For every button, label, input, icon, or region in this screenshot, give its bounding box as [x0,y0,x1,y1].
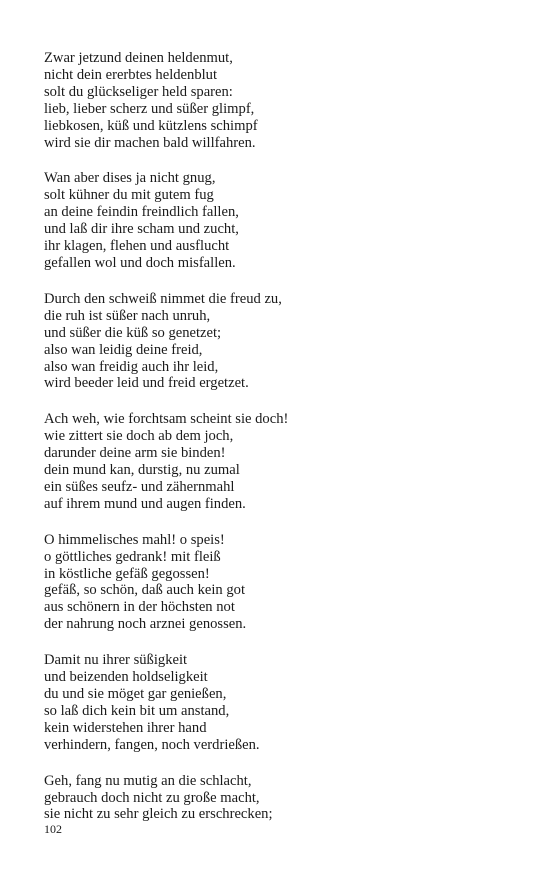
poem-line: die ruh ist süßer nach unruh, [44,307,211,324]
poem-line: Damit nu ihrer süßigkeit [44,652,188,669]
poem-line: solt kühner du mit gutem fug [44,187,214,204]
poem-line: in köstliche gefäß gegossen! [44,565,210,582]
poem-line: Geh, fang nu mutig an die schlacht, [44,772,252,789]
poem-line: an deine feindin freindlich fallen, [44,204,239,221]
page-number: 102 [44,822,62,836]
poem-line: dein mund kan, durstig, nu zumal [44,462,240,479]
poem-line: gebrauch doch nicht zu große macht, [44,789,260,806]
poem-line: liebkosen, küß und kützlens schimpf [44,117,258,134]
poem-line: darunder deine arm sie binden! [44,445,226,462]
poem-line: ein süßes seufz- und zähernmahl [44,478,235,495]
stanza-2 [44,170,514,271]
poem-line: du und sie möget gar genießen, [44,686,227,702]
poem-line: wie zittert sie doch ab dem joch, [44,428,234,445]
stanza-4 [44,411,514,512]
stanza-1 [44,50,514,151]
poem-line: kein widerstehen ihrer hand [44,719,207,736]
stanza-7 [44,773,514,824]
poem-line: wird beeder leid und freid ergetzet. [44,375,249,392]
poem-line: o göttliches gedrank! mit fleiß [44,548,221,565]
poem-line: also wan freidig auch ihr leid, [44,358,219,375]
poem-line: gefallen wol und doch misfallen. [44,254,236,271]
poem-line: sie nicht zu sehr gleich zu erschrecken; [44,806,273,823]
poem-line: und süßer die küß so genetzet; [44,324,222,341]
poem-line: ihr klagen, flehen und ausflucht [44,238,230,255]
poem-line: gefäß, so schön, daß auch kein got [44,582,246,599]
poem-line: also wan leidig deine freid, [44,341,203,358]
poem-line: aus schönern in der höchsten not [44,599,235,616]
poem-line: solt du glückseliger held sparen: [44,83,233,100]
poem-line: O himmelisches mahl! o speis! [44,531,225,548]
poem-line: auf ihrem mund und augen finden. [44,495,246,512]
poem-line: Durch den schweiß nimmet die freud zu, [44,290,282,307]
poem-line: Wan aber dises ja nicht gnug, [44,170,216,187]
poem-line: Ach weh, wie forchtsam scheint sie doch! [44,411,289,428]
poem-line: der nahrung noch arznei genossen. [44,616,247,633]
stanza-3 [44,291,514,392]
stanza-5 [44,532,514,633]
poem-line: verhindern, fangen, noch verdrießen. [44,736,260,753]
poem-line: Zwar jetzund deinen heldenmut, [44,50,233,66]
stanza-6 [44,652,514,753]
poem-line: und laß dir ihre scham und zucht, [44,221,239,238]
poem-line: lieb, lieber scherz und süßer glimpf, [44,100,255,117]
poem-line: und beizenden holdseligkeit [44,669,208,686]
poem-line: nicht dein ererbtes heldenblut [44,66,218,83]
poem-line: wird sie dir machen bald willfahren. [44,134,256,151]
poem-body [44,50,514,842]
poem-line: so laß dich kein bit um anstand, [44,702,230,719]
